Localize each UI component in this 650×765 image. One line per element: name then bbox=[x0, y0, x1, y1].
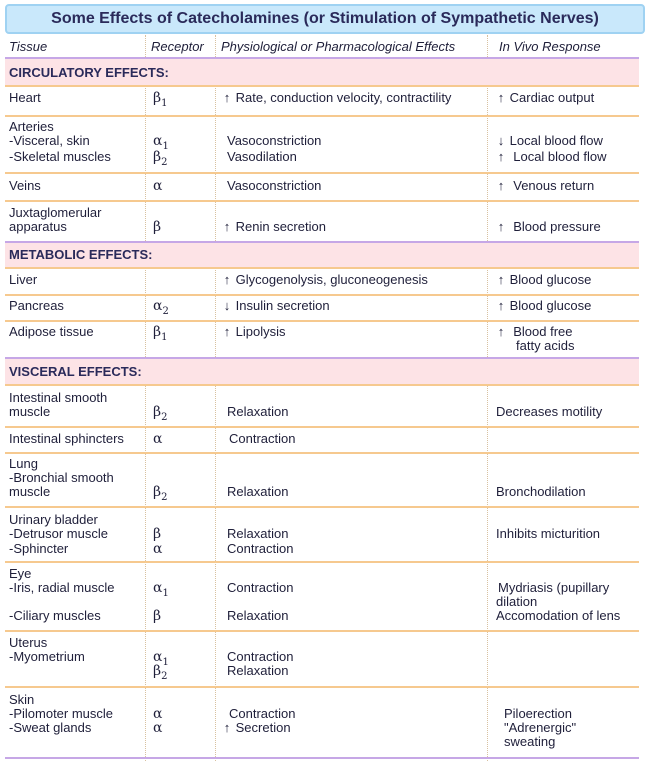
receptor-cell: $\beta_1$ bbox=[153, 90, 168, 109]
response-cell: ↑ Cardiac output bbox=[497, 90, 595, 105]
receptor-cell: $\beta_2$ bbox=[153, 484, 168, 503]
receptor-cell: α bbox=[153, 720, 163, 736]
effect-cell: Contraction bbox=[229, 706, 296, 721]
receptor-cell: α bbox=[153, 541, 163, 557]
header-tissue: Tissue bbox=[9, 39, 48, 54]
response-cell: ↑ Venous return bbox=[497, 178, 595, 193]
response-cell: ↑ Blood free bbox=[497, 324, 573, 339]
section-label: VISCERAL EFFECTS: bbox=[9, 364, 142, 379]
column-divider bbox=[145, 35, 147, 761]
receptor-cell: β bbox=[153, 608, 162, 624]
tissue-cell: Liver bbox=[9, 272, 38, 287]
row-rule bbox=[5, 267, 639, 269]
effect-cell: Relaxation bbox=[227, 663, 289, 678]
receptor-cell: $\alpha_1$ bbox=[153, 649, 169, 668]
effect-cell: Vasoconstriction bbox=[227, 133, 322, 148]
down-arrow-icon: ↓ bbox=[497, 133, 505, 148]
response-cell: "Adrenergic" bbox=[504, 720, 577, 735]
receptor-cell: α bbox=[153, 178, 163, 194]
receptor-cell: $\alpha_2$ bbox=[153, 298, 169, 317]
row-rule bbox=[5, 452, 639, 454]
tissue-cell: Urinary bladder bbox=[9, 512, 98, 527]
tissue-cell: Intestinal smooth bbox=[9, 390, 108, 405]
tissue-cell: -Myometrium bbox=[9, 649, 85, 664]
up-arrow-icon: ↑ bbox=[223, 324, 231, 339]
row-rule bbox=[5, 506, 639, 508]
header-effects: Physiological or Pharmacological Effects bbox=[221, 39, 456, 54]
receptor-cell: $\alpha_1$ bbox=[153, 133, 169, 152]
receptor-cell: $\beta_2$ bbox=[153, 404, 168, 423]
tissue-cell: -Skeletal muscles bbox=[9, 149, 111, 164]
response-cell: Piloerection bbox=[504, 706, 572, 721]
response-cell: sweating bbox=[504, 734, 556, 749]
column-divider bbox=[487, 35, 489, 761]
response-cell: ↑ Blood pressure bbox=[497, 219, 601, 234]
tissue-cell: -Detrusor muscle bbox=[9, 526, 108, 541]
row-rule bbox=[5, 115, 639, 117]
effect-cell: Vasodilation bbox=[227, 149, 297, 164]
up-arrow-icon: ↑ bbox=[223, 720, 231, 735]
response-cell: ↑ Blood glucose bbox=[497, 298, 592, 313]
tissue-cell: Heart bbox=[9, 90, 41, 105]
tissue-cell: Eye bbox=[9, 566, 32, 581]
tissue-cell: -Iris, radial muscle bbox=[9, 580, 115, 595]
response-cell: Mydriasis (pupillary bbox=[498, 580, 610, 595]
up-arrow-icon: ↑ bbox=[223, 272, 231, 287]
tissue-cell: Adipose tissue bbox=[9, 324, 94, 339]
tissue-cell: Arteries bbox=[9, 119, 54, 134]
up-arrow-icon: ↑ bbox=[497, 219, 505, 234]
effect-cell: Contraction bbox=[229, 431, 296, 446]
row-rule bbox=[5, 85, 639, 87]
tissue-cell: -Sphincter bbox=[9, 541, 69, 556]
effect-cell: Contraction bbox=[227, 541, 294, 556]
row-rule bbox=[5, 200, 639, 202]
down-arrow-icon: ↓ bbox=[223, 298, 231, 313]
tissue-cell: Lung bbox=[9, 456, 38, 471]
section-label: METABOLIC EFFECTS: bbox=[9, 247, 153, 262]
response-cell: dilation bbox=[496, 594, 538, 609]
effect-cell: Relaxation bbox=[227, 484, 289, 499]
up-arrow-icon: ↑ bbox=[223, 219, 231, 234]
receptor-cell: β bbox=[153, 219, 162, 235]
table-title: Some Effects of Catecholamines (or Stimulation of Sympathetic Nerves) bbox=[5, 4, 645, 34]
receptor-cell: $\beta_1$ bbox=[153, 324, 168, 343]
tissue-cell: muscle bbox=[9, 484, 51, 499]
effect-cell: ↑ Lipolysis bbox=[223, 324, 286, 339]
effect-cell: Relaxation bbox=[227, 526, 289, 541]
receptor-cell: α bbox=[153, 706, 163, 722]
row-rule bbox=[5, 384, 639, 386]
tissue-cell: -Visceral, skin bbox=[9, 133, 90, 148]
tissue-cell: -Ciliary muscles bbox=[9, 608, 101, 623]
up-arrow-icon: ↑ bbox=[497, 272, 505, 287]
response-cell: Inhibits micturition bbox=[496, 526, 601, 541]
row-rule bbox=[5, 294, 639, 296]
header-response: In Vivo Response bbox=[499, 39, 601, 54]
response-cell: Accomodation of lens bbox=[496, 608, 621, 623]
section-metabolic bbox=[5, 243, 639, 267]
up-arrow-icon: ↑ bbox=[497, 178, 505, 193]
row-rule bbox=[5, 686, 639, 688]
tissue-cell: apparatus bbox=[9, 219, 67, 234]
effect-cell: Contraction bbox=[227, 580, 294, 595]
tissue-cell: -Bronchial smooth bbox=[9, 470, 114, 485]
receptor-cell: α bbox=[153, 431, 163, 447]
effect-cell: Vasoconstriction bbox=[227, 178, 322, 193]
receptor-cell: $\alpha_1$ bbox=[153, 580, 169, 599]
effect-cell: Relaxation bbox=[227, 404, 289, 419]
effect-cell: ↑ Rate, conduction velocity, contractility bbox=[223, 90, 452, 105]
section-circulatory bbox=[5, 59, 639, 85]
effect-cell: Contraction bbox=[227, 649, 294, 664]
tissue-cell: Veins bbox=[9, 178, 41, 193]
response-cell: fatty acids bbox=[516, 338, 575, 353]
up-arrow-icon: ↑ bbox=[497, 149, 505, 164]
header-receptor: Receptor bbox=[151, 39, 204, 54]
up-arrow-icon: ↑ bbox=[497, 90, 505, 105]
effect-cell: ↑ Glycogenolysis, gluconeogenesis bbox=[223, 272, 428, 287]
tissue-cell: Uterus bbox=[9, 635, 48, 650]
response-cell: Bronchodilation bbox=[496, 484, 586, 499]
response-cell: Decreases motility bbox=[496, 404, 603, 419]
tissue-cell: Juxtaglomerular bbox=[9, 205, 102, 220]
row-rule bbox=[5, 561, 639, 563]
up-arrow-icon: ↑ bbox=[497, 324, 505, 339]
catecholamine-table bbox=[5, 35, 639, 761]
response-cell: ↑ Local blood flow bbox=[497, 149, 607, 164]
row-rule bbox=[5, 172, 639, 174]
receptor-cell: $\beta_2$ bbox=[153, 663, 168, 682]
column-divider bbox=[215, 35, 217, 761]
effect-cell: ↑ Renin secretion bbox=[223, 219, 326, 234]
row-rule bbox=[5, 426, 639, 428]
up-arrow-icon: ↑ bbox=[223, 90, 231, 105]
section-label: CIRCULATORY EFFECTS: bbox=[9, 65, 169, 80]
row-rule bbox=[5, 630, 639, 632]
section-visceral bbox=[5, 359, 639, 384]
tissue-cell: muscle bbox=[9, 404, 51, 419]
response-cell: ↑ Blood glucose bbox=[497, 272, 592, 287]
tissue-cell: -Pilomoter muscle bbox=[9, 706, 114, 721]
row-rule bbox=[5, 320, 639, 322]
receptor-cell: $\beta_2$ bbox=[153, 149, 168, 168]
receptor-cell: β bbox=[153, 526, 162, 542]
response-cell: ↓ Local blood flow bbox=[497, 133, 603, 148]
effect-cell: Relaxation bbox=[227, 608, 289, 623]
effect-cell: ↓ Insulin secretion bbox=[223, 298, 330, 313]
effect-cell: ↑ Secretion bbox=[223, 720, 291, 735]
table-bottom-rule bbox=[5, 757, 639, 759]
tissue-cell: -Sweat glands bbox=[9, 720, 92, 735]
tissue-cell: Intestinal sphincters bbox=[9, 431, 124, 446]
tissue-cell: Skin bbox=[9, 692, 35, 707]
up-arrow-icon: ↑ bbox=[497, 298, 505, 313]
tissue-cell: Pancreas bbox=[9, 298, 64, 313]
